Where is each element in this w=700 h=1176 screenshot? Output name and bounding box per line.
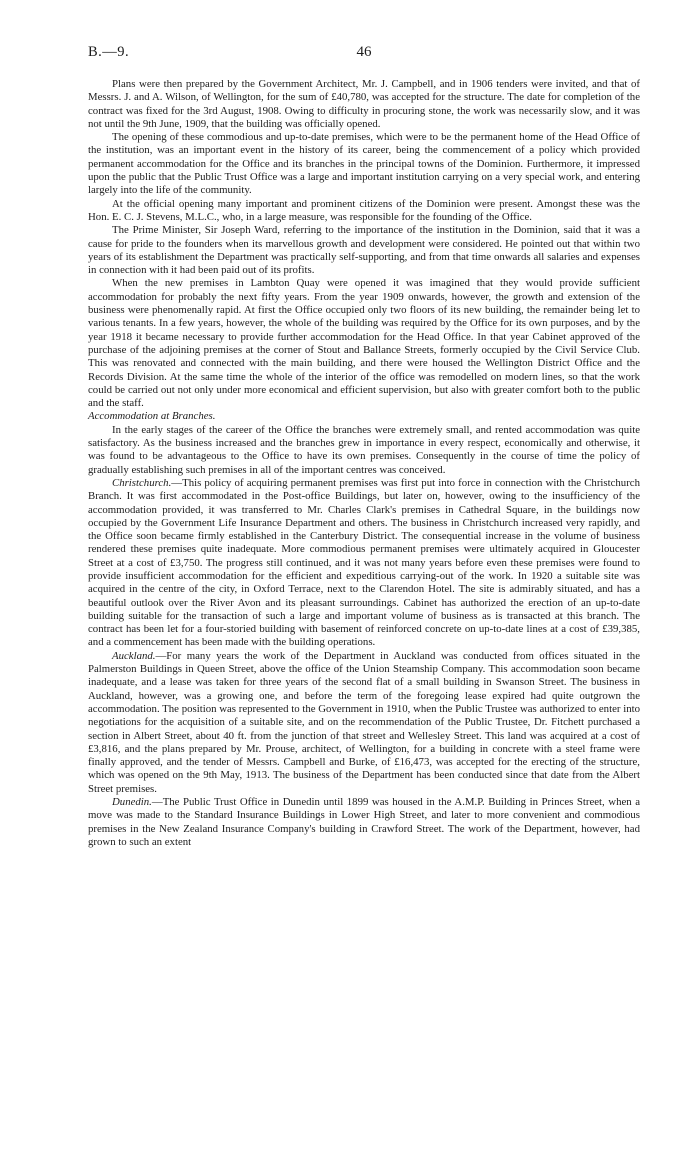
paragraph xyxy=(88,198,640,225)
paragraph-lead: Christchurch. xyxy=(112,476,172,489)
document-reference: B.—9. xyxy=(88,44,130,60)
section-heading: Accommodation at Branches. xyxy=(88,410,216,423)
paragraph xyxy=(88,224,640,277)
paragraph-lead: Dunedin. xyxy=(112,796,152,809)
paragraph-text: Plans were then prepared by the Government Architect, Mr. J. Campbell, and in 1906 tenders were invited, and that of Messrs. J. and A. Wilson, of Wellington, for the sum of £40,780, was accepted for the structure. The date for completion of the contract was fixed for the 3rd August, 1908. Owing to difficulty in procuring stone, the work was necessarily slow, and it was not until the 9th June, 1909, that the building was officially opened. xyxy=(88,78,640,130)
paragraph xyxy=(88,424,640,477)
paragraph-text: In the early stages of the career of the Office the branches were extremely small, and rented accommodation was quite satisfactory. As the business increased and the branches grew in importance in every respect, economically and otherwise, it was found to be advantageous to the Office to have its own premises. Consequently in the course of time the policy of gradually establishing such premises in all of the important centres was conceived. xyxy=(88,423,640,476)
paragraph-auckland xyxy=(88,650,640,796)
paragraph-text: The Prime Minister, Sir Joseph Ward, referring to the importance of the institution in the Dominion, said that it was a cause for pride to the founders when its marvellous growth and development were considered. He pointed out that within two years of its establishment the Department was practically self-supporting, and from that time onwards all salaries and expenses in connection with it had been paid out of its profits. xyxy=(88,224,640,277)
paragraph xyxy=(88,131,640,197)
page-number: 46 xyxy=(356,44,372,60)
paragraph-text: The opening of these commodious and up-to-date premises, which were to be the permanent home of the Head Office of the institution, was an important event in the history of its career, being the commencement of a policy which provided permanent accommodation for the Office and its branches in the principal towns of the Dominion. Furthermore, it impressed upon the public that the Public Trust Office was a large and important institution carrying on a very special work, and entering largely into the life of the community. xyxy=(88,131,640,197)
paragraph-dunedin xyxy=(88,796,640,849)
paragraph xyxy=(88,277,640,410)
body-text xyxy=(88,78,640,849)
paragraph-christchurch xyxy=(88,477,640,650)
page-header xyxy=(88,44,640,78)
paragraph-text: At the official opening many important and prominent citizens of the Dominion were present. Amongst these was the Hon. E. C. J. Stevens, M.L.C., who, in a large measure, was responsible for the founding of the Office. xyxy=(88,197,640,223)
paragraph-text: —The Public Trust Office in Dunedin until 1899 was housed in the A.M.P. Building in Princes Street, when a move was made to the Standard Insurance Buildings in Lower High Street, and later to more convenient and commodious premises in the New Zealand Insurance Company's building in Crawford Street. The work of the Department, however, had grown to such an extent xyxy=(88,796,640,848)
paragraph-lead: Auckland. xyxy=(112,649,156,662)
paragraph-text: —For many years the work of the Department in Auckland was conducted from offices situated in the Palmerston Buildings in Queen Street, above the office of the Union Steamship Company. This accommodation soon became inadequate, and a lease was taken for three years of the second flat of a small building in Swanson Street. The business in Auckland, however, was a growing one, and before the term of the foregoing lease expired had quite outgrown the accommodation. The position was represented to the Government in 1910, when the Public Trustee was authorized to enter into negotiations for the acquisition of a suitable site, and on the recommendation of the Public Trustee, Dr. Fitchett purchased a section in Albert Street, about 40 ft. from the junction of that street and Wellesley Street. This land was acquired at a cost of £3,816, and the plans prepared by Mr. Prouse, architect, of Wellington, for a building in concrete with a steel frame were finally approved, and the tender of Messrs. Campbell and Burke, of £16,473, was accepted for the erecting of the structure, which was opened on the 9th May, 1913. The business of the Department has been conducted since that date from the Albert Street premises. xyxy=(88,649,640,795)
paragraph-text: —This policy of acquiring permanent premises was first put into force in connection with the Christchurch Branch. It was first accommodated in the Post-office Buildings, but later on, however, owing to the insufficiency of the accommodation provided, it was transferred to Mr. Charles Clark's premises in Cathedral Square, in the buildings now occupied by the Government Life Insurance Department and others. The business in Christchurch increased very rapidly, and the Office soon became firmly established in the Canterbury District. The consequential increase in the volume of business rendered these premises quite inadequate. More commodious permanent premises were ultimately acquired in Gloucester Street at a cost of £3,750. The progress still continued, and it was not many years before even these premises were found to provide insufficient accommodation for the efficient and expeditious carrying-out of the work. In 1920 a suitable site was acquired in the centre of the city, in Oxford Terrace, next to the Clarendon Hotel. The site is admirably situated, and has a beautiful outlook over the River Avon and its pleasant surroundings. Cabinet has authorized the erection of an up-to-date building suitable for the transaction of such a large and important volume of business as is transacted at this branch. The contract has been let for a four-storied building with basement of reinforced concrete on up-to-date lines at a cost of £39,385, and a commencement has been made with the building operations. xyxy=(88,476,640,649)
paragraph-text: When the new premises in Lambton Quay were opened it was imagined that they would provide sufficient accommodation for probably the next fifty years. From the year 1909 onwards, however, the growth and extension of the business were phenomenally rapid. At first the Office occupied only two floors of its new building, the remainder being let to various tenants. In a few years, however, the whole of the building was required by the Office for its own purposes, and by the year 1918 it became necessary to provide further accommodation for the Head Office. In that year Cabinet approved of the purchase of the adjoining premises at the corner of Stout and Ballance Streets, formerly occupied by the Civil Service Club. This was renovated and connected with the main building, and there were housed the Wellington District Office and the Records Division. At the same time the whole of the interior of the office was remodelled on modern lines, so that the work could be carried out not only under more economical and efficient supervision, but also with greater comfort both to the public and the staff. xyxy=(88,277,640,410)
document-page xyxy=(88,44,640,849)
paragraph xyxy=(88,78,640,131)
